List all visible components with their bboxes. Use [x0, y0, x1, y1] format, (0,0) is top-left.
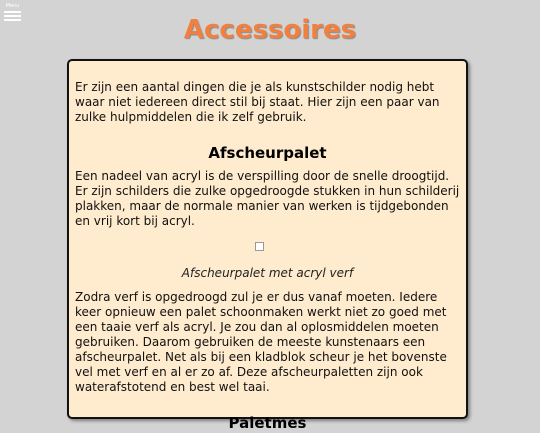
afscheurpalet-paragraph-1: Een nadeel van acryl is de verspilling door de snelle droogtijd. Er zijn schilders die zulke opgedroogde stukken in hun schilderij plakken, maar de normale manier van werken is tijdgebonden en vrij kort bij acryl. — [75, 169, 460, 228]
section-heading-paletmes: Paletmes — [228, 414, 307, 432]
intro-paragraph: Er zijn een aantal dingen die je als kunstschilder nodig hebt waar niet iedereen direct stil bij staat. Hier zijn een paar van zulke hulpmiddelen die ik zelf gebruik. — [75, 80, 440, 124]
afscheurpalet-figure — [75, 229, 460, 281]
page-title: Accessoires — [183, 15, 357, 45]
afscheurpalet-paragraph-2: Zodra verf is opgedroogd zul je er dus vanaf moeten. Iedere keer opnieuw een palet schoonmaken werkt niet zo goed met een taaie verf als acryl. Je zou dan al oplosmiddelen moeten gebruiken. Daarom gebruiken de meeste kunstenaars een afscheurpalet. Net als bij een kladblok scheur je het bovenste vel met verf en al er zo af. Deze afscheurpaletten zijn ook waterafstotend en best wel taai. — [75, 290, 447, 394]
image-caption: Afscheurpalet met acryl verf — [181, 266, 354, 280]
section-heading-afscheurpalet: Afscheurpalet — [208, 144, 327, 162]
broken-image-icon — [255, 242, 264, 251]
content-panel — [67, 59, 468, 432]
menu-label: Menu — [5, 3, 20, 9]
menu-bar-icon — [4, 11, 21, 13]
